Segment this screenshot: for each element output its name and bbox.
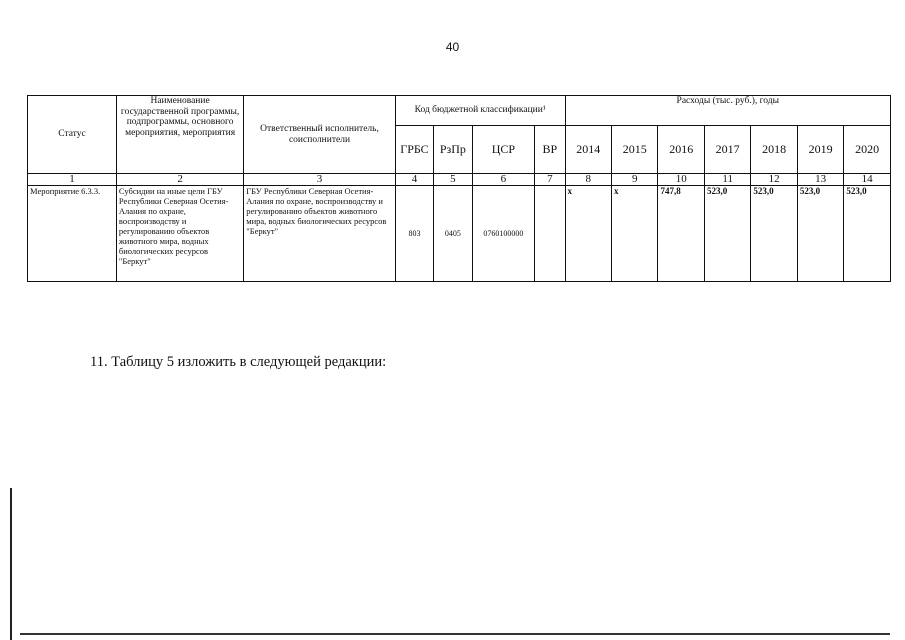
row-value-2017: 523,0 [704,186,750,282]
scan-edge-left [10,488,12,640]
row-csr: 0760100000 [472,186,535,282]
row-executor: ГБУ Республики Северная Осетия-Алания по охране, воспроизводству и регулированию объектов животного мира, водных биологических ресурсов "Беркут" [244,186,396,282]
budget-table [27,95,891,282]
header-year-2015: 2015 [612,126,658,174]
column-number: 12 [751,174,797,186]
header-year-2020: 2020 [844,126,891,174]
column-number: 8 [565,174,611,186]
column-number: 14 [844,174,891,186]
column-number: 6 [472,174,535,186]
header-code-vr: ВР [535,126,565,174]
header-year-2016: 2016 [658,126,704,174]
row-vr [535,186,565,282]
row-value-2019: 523,0 [797,186,843,282]
row-value-2016: 747,8 [658,186,704,282]
column-number-row [28,174,891,186]
header-budget-code-group: Код бюджетной классификации¹ [395,96,565,126]
table-row [28,186,891,282]
column-number: 1 [28,174,117,186]
row-grbs: 803 [395,186,433,282]
header-year-2019: 2019 [797,126,843,174]
column-number: 9 [612,174,658,186]
header-executor: Ответственный исполнитель, соисполнители [244,96,396,174]
row-value-2015: x [612,186,658,282]
row-status: Мероприятие 6.3.3. [28,186,117,282]
column-number: 13 [797,174,843,186]
header-expenses-group: Расходы (тыс. руб.), годы [565,96,890,126]
header-name: Наименование государственной программы, подпрограммы, основного мероприятия, мероприятия [116,96,243,174]
column-number: 3 [244,174,396,186]
header-status: Статус [28,96,117,174]
column-number: 5 [434,174,472,186]
header-code-csr: ЦСР [472,126,535,174]
header-year-2014: 2014 [565,126,611,174]
header-year-2017: 2017 [704,126,750,174]
header-code-grbs: ГРБС [395,126,433,174]
row-value-2014: x [565,186,611,282]
row-name: Субсидии на иные цели ГБУ Республики Северная Осетия-Алания по охране, воспроизводству и регулированию объектов животного мира, водных биологических ресурсов "Беркут" [116,186,243,282]
instruction-text: 11. Таблицу 5 изложить в следующей редакции: [90,354,387,370]
page-number: 40 [445,40,460,54]
header-year-2018: 2018 [751,126,797,174]
column-number: 10 [658,174,704,186]
header-code-rzpr: РзПр [434,126,472,174]
row-rzpr: 0405 [434,186,472,282]
column-number: 11 [704,174,750,186]
scan-edge-bottom [20,633,890,635]
column-number: 2 [116,174,243,186]
row-value-2020: 523,0 [844,186,891,282]
row-value-2018: 523,0 [751,186,797,282]
column-number: 7 [535,174,565,186]
column-number: 4 [395,174,433,186]
